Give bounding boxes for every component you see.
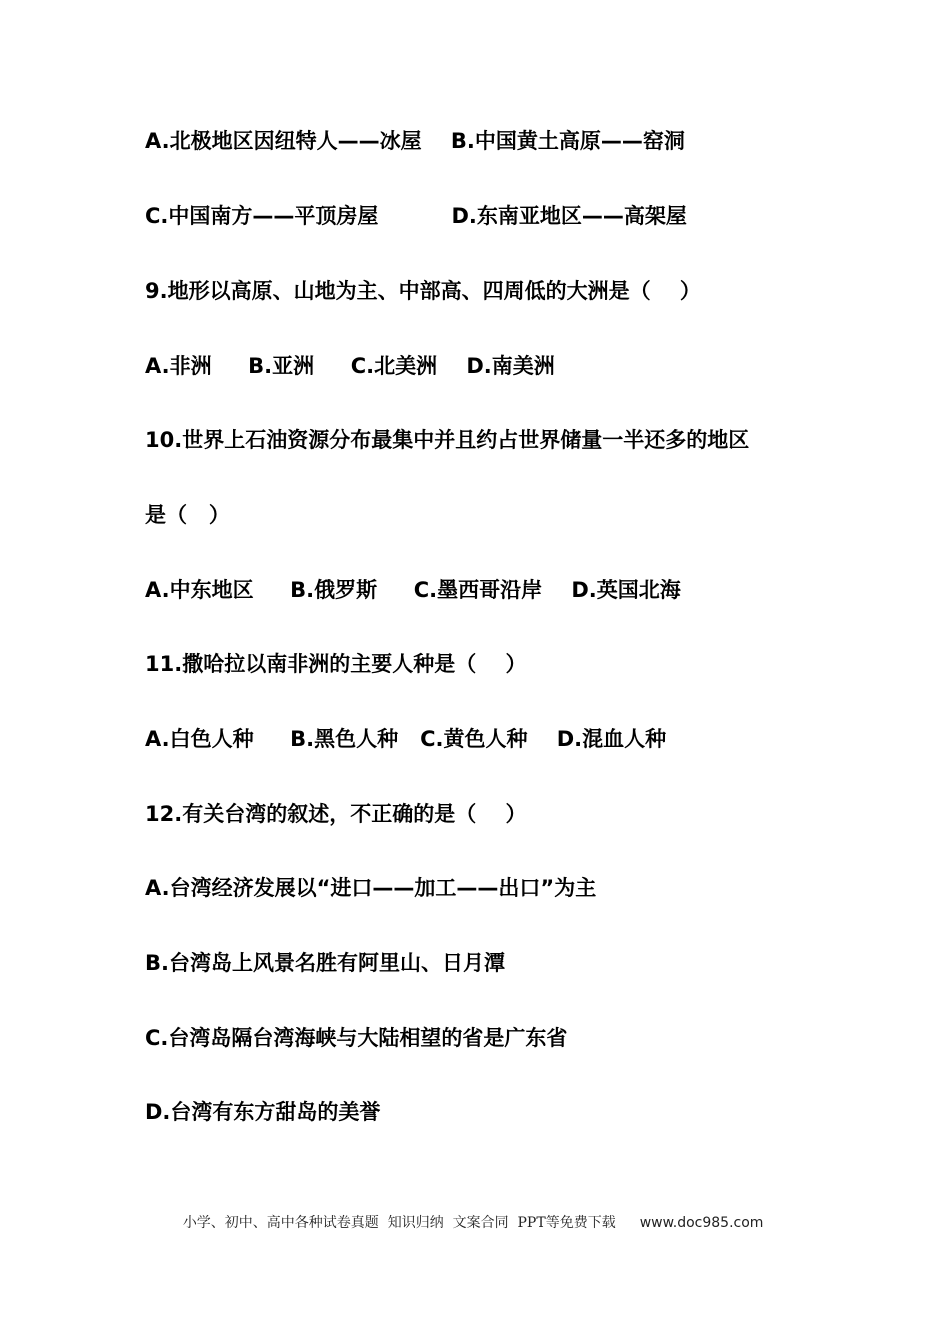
footer-url[interactable]: www.doc985.com <box>639 1215 764 1231</box>
options-q10: A.中东地区 B.俄罗斯 C.墨西哥沿岸 D.英国北海 <box>145 578 681 602</box>
options-q11: A.白色人种 B.黑色人种 C.黄色人种 D.混血人种 <box>145 727 667 751</box>
footer-text: 小学、初中、高中各种试卷真题 知识归纳 文案合同 PPT等免费下载 <box>182 1215 616 1231</box>
option-q12-b: B.台湾岛上风景名胜有阿里山、日月潭 <box>145 951 505 975</box>
option-q12-d: D.台湾有东方甜岛的美誉 <box>145 1100 381 1124</box>
option-line-q8-cd: C.中国南方——平顶房屋 D.东南亚地区——高架屋 <box>145 204 687 228</box>
page-footer <box>165 1190 763 1256</box>
question-10-continued: 是（ ） <box>145 503 230 527</box>
question-11: 11.撒哈拉以南非洲的主要人种是（ ） <box>145 652 527 676</box>
options-q9: A.非洲 B.亚洲 C.北美洲 D.南美洲 <box>145 354 555 378</box>
option-line-q8-ab: A.北极地区因纽特人——冰屋 B.中国黄土高原——窑洞 <box>145 129 685 153</box>
question-12: 12.有关台湾的叙述，不正确的是（ ） <box>145 802 527 826</box>
question-9: 9.地形以高原、山地为主、中部高、四周低的大洲是（ ） <box>145 279 701 303</box>
option-q12-a: A.台湾经济发展以“进口——加工——出口”为主 <box>145 876 597 900</box>
option-q12-c: C.台湾岛隔台湾海峡与大陆相望的省是广东省 <box>145 1026 568 1050</box>
question-10: 10.世界上石油资源分布最集中并且约占世界储量一半还多的地区 <box>145 428 750 452</box>
